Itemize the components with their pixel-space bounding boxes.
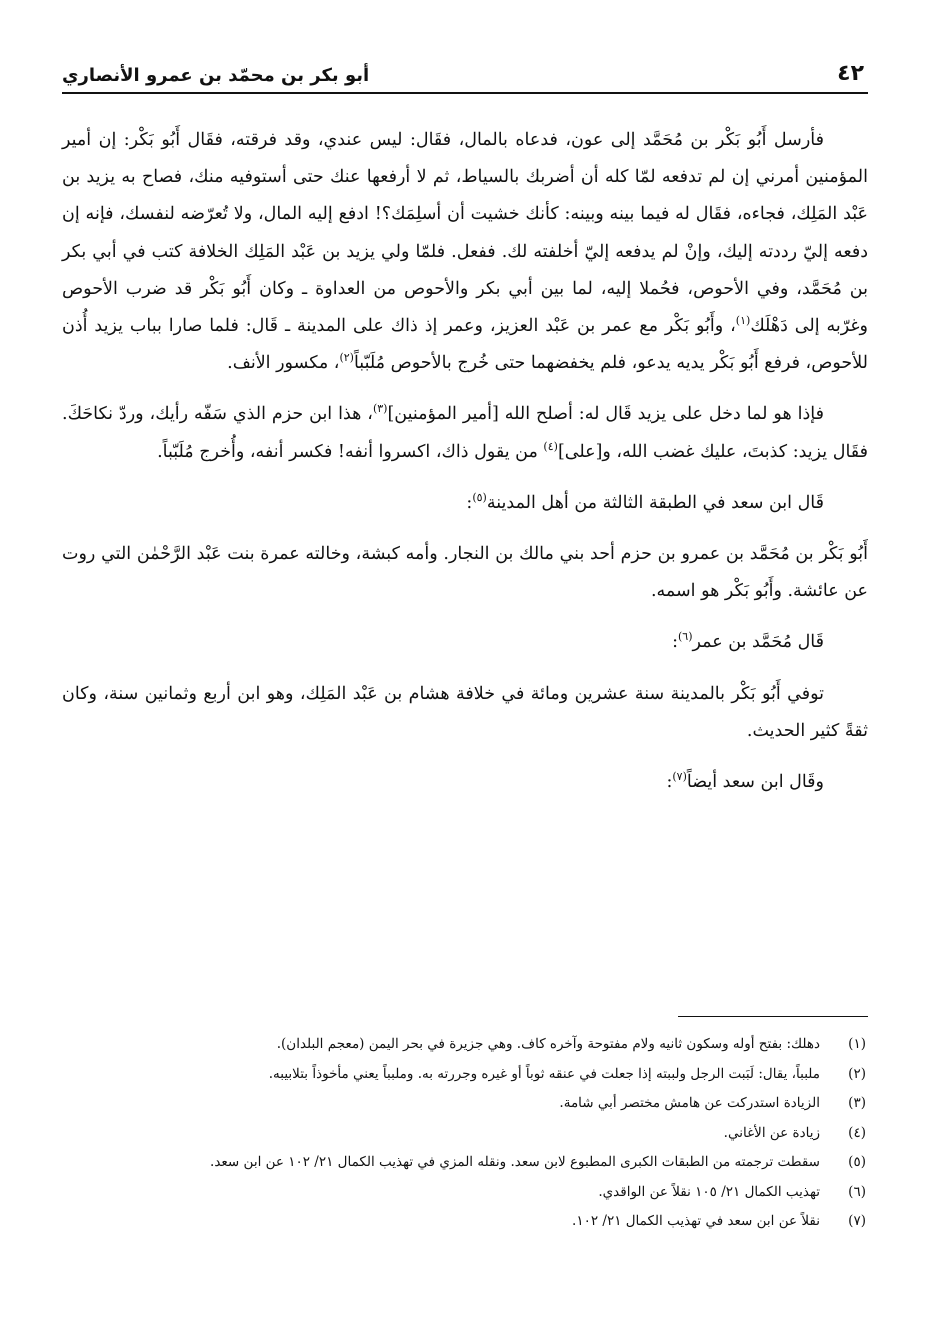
footnote-number: (٢) — [848, 1065, 866, 1082]
footnote-ref[interactable]: (٧) — [672, 770, 687, 784]
paragraph-text: ، هذا ابن حزم الذي سَفّه رأيك، وردّ نكاحَكَ. فقَال يزيد: كذبتَ، عليك غضب الله، و[على] — [62, 404, 868, 462]
footnote-ref[interactable]: (٤) — [543, 439, 558, 453]
footnote-item — [62, 1030, 868, 1060]
footnote-text: نقلاً عن ابن سعد في تهذيب الكمال ٢١/ ١٠٢. — [572, 1213, 820, 1229]
footnote-item — [62, 1060, 868, 1090]
paragraph — [62, 485, 868, 522]
paragraph: أَبُو بَكْر بن مُحَمَّد بن عمرو بن حزم أحد بني مالك بن النجار. وأمه كبشة، وخالته عمرة بنت عَبْد الرَّحْمٰن التي روت عن عائشة. وأَبُو بَكْر هو اسمه. — [62, 544, 868, 602]
page-number: ٤٢ — [837, 61, 864, 86]
paragraph-text: فأرسل أَبُو بَكْر بن مُحَمَّد إلى عون، فدعاه بالمال، فقَال: ليس عندي، وقد فرقته، فقَال أَبُو بَكْر: إن أمير المؤمنين أمرني إن لم تدفعه لمّا كله أن أضربك بالسياط، ثم لا أرفعها عنك حتى أستوفيه منك، فصاح به يزيد بن عَبْد المَلِك، فجاءه، فقَال له فيما بينه وبينه: كأنك خشيت أن أسلِمَك؟! ادفع إليه المال، ولا تُعرّضه لنفسك، فإنه إن دفعه إليّ رددته إليك، وإنْ لم يدفعه إليّ أخلفته لك. ففعل. فلمّا ولي يزيد بن عَبْد المَلِك الخلافة كتب في أبي بكر بن مُحَمَّد، وفي الأحوص، فحُملا إليه، لما بين أبي بكر والأحوص من العداوة ـ وكان أَبُو بَكْر قد ضرب الأحوص وغرّبه إلى دَهْلَك — [62, 130, 868, 337]
paragraph-text: فإذا هو لما دخل على يزيد قَال له: أصلح الله [أمير المؤمنين] — [387, 404, 824, 425]
footnote-number: (٧) — [848, 1213, 866, 1229]
footnote-ref[interactable]: (٦) — [678, 630, 693, 644]
paragraph-text: قَال ابن سعد في الطبقة الثالثة من أهل المدينة — [486, 492, 824, 513]
paragraph: توفي أَبُو بَكْر بالمدينة سنة عشرين ومائة في خلافة هشام بن عَبْد المَلِك، وهو ابن أربع وثمانين سنة، وكان ثقةً كثير الحديث. — [62, 683, 868, 741]
footnote-text: دهلك: بفتح أوله وسكون ثانيه ولام مفتوحة وآخره كاف. وهي جزيرة في بحر اليمن (معجم البلدان). — [276, 1036, 820, 1052]
paragraph-text: : — [666, 772, 673, 793]
footnotes — [62, 1030, 868, 1237]
paragraph-text: قَال مُحَمَّد بن عمر — [692, 632, 824, 653]
paragraph — [62, 122, 868, 382]
footnote-ref[interactable]: (١) — [735, 314, 751, 328]
book-page — [62, 0, 868, 1342]
footnote-ref[interactable]: (٣) — [372, 402, 388, 416]
footnote-item — [62, 1148, 868, 1178]
footnote-item — [62, 1089, 868, 1119]
paragraph — [62, 396, 868, 470]
paragraph — [62, 624, 868, 661]
paragraph-text: ، مكسور الأنف. — [227, 353, 340, 374]
footnote-text: ملبباً، يقال: لَبَبت الرجل ولببته إذا جعلت في عنقه ثوباً أو غيره وجررته به. وملبباً يعني مأخوذاً بتلابيبه. — [268, 1065, 820, 1082]
footnote-divider — [678, 1016, 868, 1017]
footnote-text: سقطت ترجمته من الطبقات الكبرى المطبوع لابن سعد. ونقله المزي في تهذيب الكمال ٢١/ ١٠٢ عن ابن سعد. — [210, 1154, 820, 1170]
footnote-item — [62, 1207, 868, 1237]
footnote-text: تهذيب الكمال ٢١/ ١٠٥ نقلاً عن الواقدي. — [598, 1183, 820, 1200]
footnote-item — [62, 1119, 868, 1149]
paragraph-text: : — [672, 632, 678, 653]
paragraph-text: : — [466, 492, 473, 513]
footnote-ref[interactable]: (٢) — [339, 351, 354, 365]
paragraph — [62, 764, 868, 801]
running-title: أبو بكر بن محمّد بن عمرو الأنصاري — [62, 65, 370, 86]
paragraph-text: ، وأَبُو بَكْر مع عمر بن عَبْد العزيز، وعمر إذ ذاك على المدينة ـ قَال: فلما صارا بباب يزيد أُذن للأحوص، فرفع أَبُو بَكْر يديه يدعو، فلم يخفضهما حتى خُرج بالأحوص مُلَبّباً — [62, 316, 868, 374]
footnote-number: (٦) — [848, 1183, 866, 1200]
footnote-ref[interactable]: (٥) — [472, 491, 487, 504]
footnote-number: (٣) — [848, 1095, 866, 1111]
footnote-number: (١) — [848, 1036, 866, 1052]
footnote-number: (٥) — [848, 1154, 866, 1170]
paragraph-text: وقَال ابن سعد أيضاً — [686, 772, 824, 793]
footnote-text: زيادة عن الأغاني. — [723, 1124, 820, 1141]
footnote-number: (٤) — [848, 1124, 866, 1141]
footnote-item — [62, 1178, 868, 1208]
running-header — [62, 58, 868, 94]
main-text — [62, 122, 868, 801]
paragraph-text: من يقول ذاك، اكسروا أنفه! فكسر أنفه، وأُخرج مُلَبّباً. — [157, 441, 544, 462]
footnote-text: الزيادة استدركت عن هامش مختصر أبي شامة. — [559, 1095, 820, 1111]
